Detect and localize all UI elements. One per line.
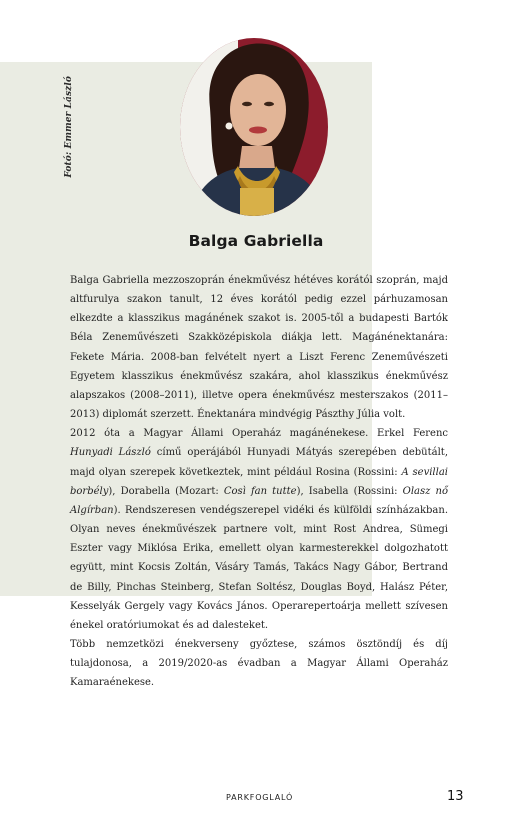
- bio-paragraph: Balga Gabriella mezzoszoprán énekművész hétéves korától szoprán, majd altfurulya szakon tanult, 12 éves korától pedig ezzel párhuzamosan elkezdte a klasszikus magánének szakot is. 2005-től a budapesti Bartók Béla Zeneművészeti Szakközépiskola diákja lett. Magánénektanára: Fekete Mária. 2008-ban felvételt nyert a Liszt Ferenc Zeneművészeti Egyetem klasszikus énekművész szakára, ahol klasszikus énekművész alapszakos (2008–2011), illetve opera énekművész mesterszakos (2011–2013) diplomát szerzett. Énektanára mindvégig Pászthy Júlia volt.: [70, 275, 448, 421]
- bio-text: ). Rendszeresen vendégszerepel vidéki és külföldi színházakban. Olyan neves énekművészek partnere volt, mint Rost Andrea, Sümegi Eszter vagy Miklósa Erika, emellett olyan karmesterekkel dolgozhatott együtt, mint Kocsis Zoltán, Vásáry Tamás, Takács Nagy Gábor, Bertrand de Billy, Pinchas Steinberg, Stefan Soltész, Douglas Boyd, Halász Péter, Kesselyák Gergely vagy Kovács János. Operarepertoárja mellett szívesen énekel oratóriumokat és ad dalesteket.: [70, 504, 448, 631]
- photo-credit: Fotó: Emmer László: [64, 76, 74, 178]
- page-number: 13: [447, 789, 464, 804]
- work-title: Così fan tutte: [223, 485, 297, 497]
- portrait-photo: [180, 38, 328, 216]
- work-title: Olasz nő Algírban: [70, 485, 448, 516]
- work-title: Hunyadi László: [70, 447, 151, 459]
- bio-text: 2012 óta a Magyar Állami Operaház magánénekese. Erkel Ferenc: [70, 428, 448, 440]
- bio-text: ), Dorabella (Mozart:: [108, 485, 224, 497]
- portrait-image: [180, 38, 328, 216]
- person-name: Balga Gabriella: [188, 232, 324, 250]
- footer-label: PARKFOGLALÓ: [226, 793, 294, 802]
- bio-paragraph: Több nemzetközi énekverseny győztese, számos ösztöndíj és díj tulajdonosa, a 2019/2020-as évadban a Magyar Állami Operaház Kamaraénekese.: [70, 638, 448, 689]
- work-title: A sevillai borbély: [70, 466, 448, 497]
- bio-paragraph: [70, 424, 448, 635]
- biography: [70, 271, 448, 692]
- bio-text: című operájából Hunyadi Mátyás szerepében debütált, majd olyan szerepek következtek, mint például Rosina (Rossini:: [70, 447, 448, 478]
- bio-text: ), Isabella (Rossini:: [296, 485, 403, 497]
